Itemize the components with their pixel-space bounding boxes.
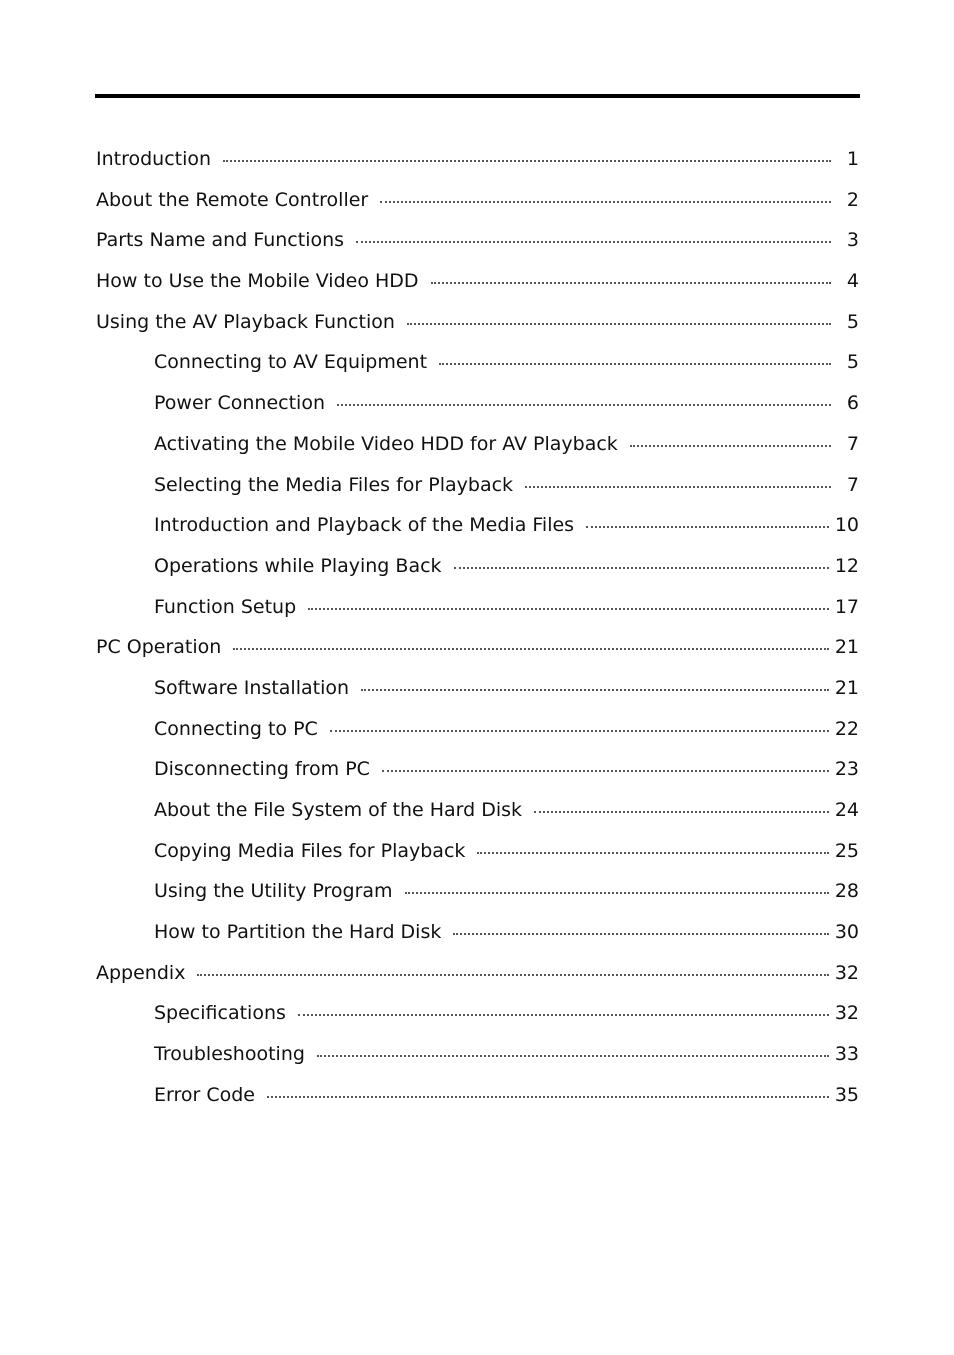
dot-leader — [534, 811, 829, 813]
toc-entry-title: How to Partition the Hard Disk — [154, 921, 442, 944]
toc-entry[interactable] — [96, 342, 859, 383]
toc-entry-title: About the Remote Controller — [96, 188, 369, 211]
dot-leader — [223, 160, 831, 162]
toc-entry[interactable] — [96, 831, 859, 872]
dot-leader — [308, 608, 829, 610]
dot-leader — [267, 1096, 829, 1098]
toc-entry-title: Using the AV Playback Function — [96, 310, 395, 333]
toc-entry-title: Disconnecting from PC — [154, 758, 370, 781]
dot-leader — [525, 486, 831, 488]
toc-entry-title: Appendix — [96, 961, 186, 984]
dot-leader — [197, 974, 828, 976]
toc-entry-title: Parts Name and Functions — [96, 229, 345, 252]
toc-entry-title: Power Connection — [154, 392, 325, 415]
toc-entry-page: 30 — [834, 921, 859, 944]
toc-entry[interactable] — [96, 220, 859, 261]
toc-entry[interactable] — [96, 546, 859, 587]
toc-entry[interactable] — [96, 1075, 859, 1116]
toc-entry[interactable] — [96, 749, 859, 790]
toc-entry-title: Connecting to PC — [154, 717, 318, 740]
toc-entry-page: 4 — [846, 270, 859, 293]
toc-entry[interactable] — [96, 180, 859, 221]
toc-entry-title: Activating the Mobile Video HDD for AV Playback — [154, 432, 618, 455]
toc-entry[interactable] — [96, 261, 859, 302]
toc-entry-title: Software Installation — [154, 676, 350, 699]
toc-entry-title: Connecting to AV Equipment — [154, 351, 428, 374]
dot-leader — [630, 445, 831, 447]
header-rule — [95, 94, 860, 98]
toc-entry[interactable] — [96, 912, 859, 953]
toc-entry-title: Introduction and Playback of the Media Files — [154, 514, 575, 537]
toc-entry-title: Function Setup — [154, 595, 297, 618]
toc-entry-title: Introduction — [96, 148, 212, 170]
toc-entry-title: Specifications — [154, 1002, 286, 1025]
toc-entry-page: 35 — [834, 1083, 859, 1106]
toc-entry[interactable] — [96, 709, 859, 750]
toc-entry[interactable] — [96, 424, 859, 465]
toc-entry-title: Selecting the Media Files for Playback — [154, 473, 514, 496]
toc-entry-page: 5 — [846, 310, 859, 333]
toc-entry-page: 21 — [834, 636, 859, 659]
dot-leader — [233, 648, 828, 650]
toc-entry-page: 7 — [846, 432, 859, 455]
dot-leader — [356, 241, 831, 243]
toc-entry-page: 25 — [834, 839, 859, 862]
toc-entry-page: 32 — [834, 961, 859, 984]
toc-entry-page: 12 — [834, 554, 859, 577]
toc-entry-title: About the File System of the Hard Disk — [154, 799, 523, 821]
toc-entry[interactable] — [96, 139, 859, 180]
dot-leader — [361, 689, 829, 691]
dot-leader — [317, 1055, 829, 1057]
toc-entry-title: Using the Utility Program — [154, 880, 393, 903]
toc-entry-page: 17 — [834, 595, 859, 618]
toc-entry-title: Copying Media Files for Playback — [154, 839, 466, 862]
toc-entry[interactable] — [96, 587, 859, 628]
toc-entry-page: 5 — [846, 351, 859, 374]
toc-entry-page: 1 — [846, 148, 859, 170]
toc-entry-page: 21 — [834, 676, 859, 699]
toc-entry[interactable] — [96, 993, 859, 1034]
toc-entry-page: 7 — [846, 473, 859, 496]
toc-entry-page: 10 — [834, 514, 859, 537]
toc-entry-title: Operations while Playing Back — [154, 554, 442, 577]
toc-entry-title: PC Operation — [96, 636, 222, 659]
dot-leader — [431, 282, 831, 284]
dot-leader — [453, 933, 828, 935]
dot-leader — [405, 892, 829, 894]
toc-entry[interactable] — [96, 627, 859, 668]
toc-entry[interactable] — [96, 465, 859, 506]
toc-entry-page: 2 — [846, 188, 859, 211]
dot-leader — [380, 201, 831, 203]
dot-leader — [439, 363, 831, 365]
dot-leader — [454, 567, 829, 569]
dot-leader — [382, 770, 829, 772]
toc-entry-title: Error Code — [154, 1083, 255, 1106]
toc-entry-page: 22 — [834, 717, 859, 740]
dot-leader — [477, 852, 828, 854]
dot-leader — [337, 404, 831, 406]
toc-entry[interactable] — [96, 871, 859, 912]
dot-leader — [330, 730, 829, 732]
toc-entry[interactable] — [96, 383, 859, 424]
toc-entry-page: 32 — [834, 1002, 859, 1025]
dot-leader — [298, 1014, 829, 1016]
toc-entry[interactable] — [96, 1034, 859, 1075]
dot-leader — [407, 323, 831, 325]
dot-leader — [586, 526, 829, 528]
toc-entry[interactable] — [96, 505, 859, 546]
table-of-contents — [96, 139, 859, 1116]
toc-entry-page: 3 — [846, 229, 859, 252]
toc-entry-page: 24 — [834, 799, 859, 821]
toc-entry[interactable] — [96, 302, 859, 343]
toc-entry-title: Troubleshooting — [154, 1043, 305, 1066]
toc-entry-page: 33 — [834, 1043, 859, 1066]
toc-entry-page: 28 — [834, 880, 859, 903]
toc-entry[interactable] — [96, 790, 859, 831]
toc-entry-page: 23 — [834, 758, 859, 781]
toc-entry[interactable] — [96, 953, 859, 994]
toc-entry-title: How to Use the Mobile Video HDD — [96, 270, 419, 293]
toc-entry[interactable] — [96, 668, 859, 709]
toc-entry-page: 6 — [846, 392, 859, 415]
